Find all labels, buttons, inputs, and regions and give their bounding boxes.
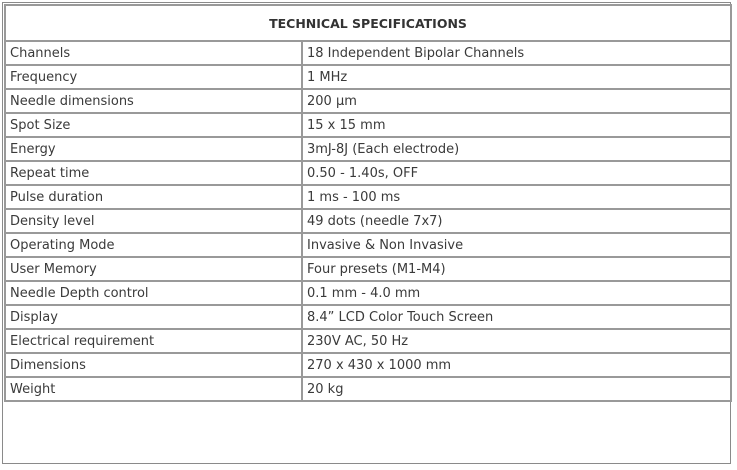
spec-label: Dimensions <box>5 353 302 377</box>
table-row-weight <box>5 377 731 401</box>
table-row-needle-dimensions <box>5 89 731 113</box>
table-row-energy <box>5 137 731 161</box>
spec-label: Needle Depth control <box>5 281 302 305</box>
spec-value: 1 MHz <box>302 65 731 89</box>
spec-value: 230V AC, 50 Hz <box>302 329 731 353</box>
table-row-frequency <box>5 65 731 89</box>
table-row-needle-depth-control <box>5 281 731 305</box>
spec-value: 8.4” LCD Color Touch Screen <box>302 305 731 329</box>
spec-label: Density level <box>5 209 302 233</box>
spec-value: 270 x 430 x 1000 mm <box>302 353 731 377</box>
table-row-density-level <box>5 209 731 233</box>
table-row-operating-mode <box>5 233 731 257</box>
spec-label: Channels <box>5 41 302 65</box>
spec-label: Operating Mode <box>5 233 302 257</box>
spec-value: 3mJ-8J (Each electrode) <box>302 137 731 161</box>
table-header-row <box>5 5 731 41</box>
table-row-electrical-requirement <box>5 329 731 353</box>
table-row-channels <box>5 41 731 65</box>
spec-label: Needle dimensions <box>5 89 302 113</box>
spec-label: Electrical requirement <box>5 329 302 353</box>
spec-value: Invasive & Non Invasive <box>302 233 731 257</box>
table-row-repeat-time <box>5 161 731 185</box>
spec-label: Spot Size <box>5 113 302 137</box>
spec-value: 0.50 - 1.40s, OFF <box>302 161 731 185</box>
spec-value: 15 x 15 mm <box>302 113 731 137</box>
table-row-dimensions <box>5 353 731 377</box>
spec-value: 200 µm <box>302 89 731 113</box>
spec-value: 49 dots (needle 7x7) <box>302 209 731 233</box>
spec-label: Repeat time <box>5 161 302 185</box>
spec-value: 0.1 mm - 4.0 mm <box>302 281 731 305</box>
spec-label: Frequency <box>5 65 302 89</box>
spec-label: Display <box>5 305 302 329</box>
spec-label: Energy <box>5 137 302 161</box>
spec-label: Weight <box>5 377 302 401</box>
spec-value: 20 kg <box>302 377 731 401</box>
table-row-user-memory <box>5 257 731 281</box>
table-row-display <box>5 305 731 329</box>
spec-label: Pulse duration <box>5 185 302 209</box>
table-title: TECHNICAL SPECIFICATIONS <box>5 5 731 41</box>
spec-value: 1 ms - 100 ms <box>302 185 731 209</box>
spec-value: 18 Independent Bipolar Channels <box>302 41 731 65</box>
spec-label: User Memory <box>5 257 302 281</box>
table-row-spot-size <box>5 113 731 137</box>
table-row-pulse-duration <box>5 185 731 209</box>
spec-value: Four presets (M1-M4) <box>302 257 731 281</box>
technical-specifications-table <box>4 4 732 402</box>
